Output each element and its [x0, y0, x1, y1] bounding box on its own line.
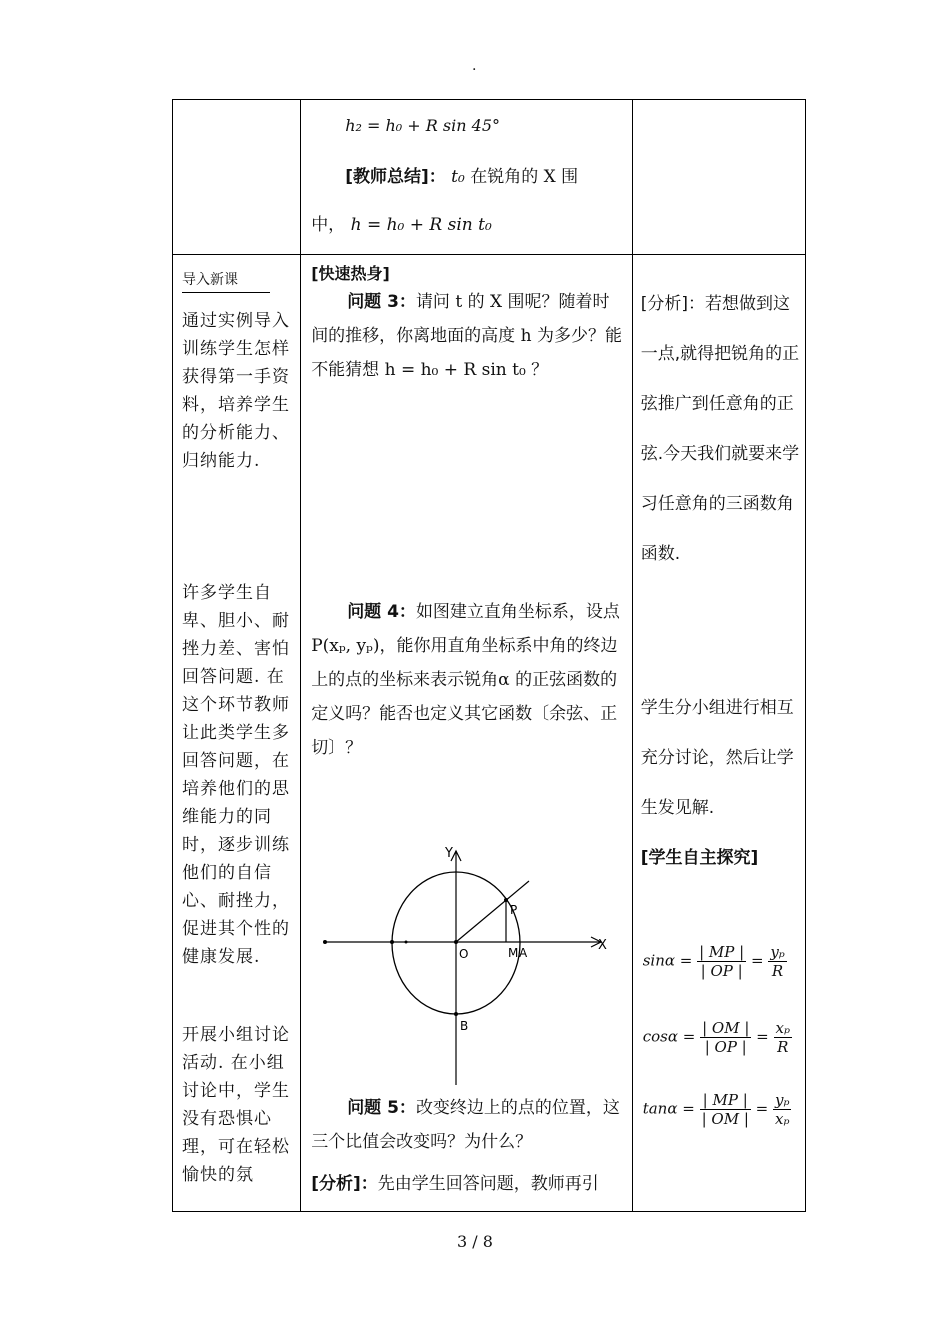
sin-ratio-numerator: yₚ	[770, 943, 785, 961]
table-row	[173, 255, 806, 1212]
right-analysis: [分析]：若想做到这一点,就得把锐角的正弦推广到任意角的正弦.今天我们就要来学习任意角的三函数角函数.	[640, 294, 800, 564]
row1-middle-cell	[301, 100, 633, 255]
left-notes-cell	[173, 255, 301, 1212]
summary-text1: 在锐角的 X 围	[470, 167, 579, 187]
row1-left-cell	[173, 100, 301, 255]
question-5-label: 问题 5：	[347, 1098, 416, 1118]
point-origin	[454, 940, 458, 944]
label-m: M	[508, 946, 519, 960]
analysis	[311, 1167, 623, 1201]
row1-right-cell	[632, 100, 805, 255]
right-discussion: 学生分小组进行相互充分讨论，然后让学生发见解.	[640, 698, 794, 818]
teacher-summary	[345, 162, 578, 187]
sin-formula: sinα = $\frac{| MP |}{| OP |}$ = $\frac{\text{yₚ}}{R}$	[642, 943, 785, 980]
label-o: O	[459, 947, 469, 961]
tan-formula: tanα = $\frac{| MP |}{| OM |}$ = $\frac{\text{yₚ}}{\text{xₚ}}$	[642, 1091, 790, 1128]
point-p	[504, 898, 508, 902]
terminal-side	[456, 881, 529, 942]
notes-paragraph-1: 通过实例导入训练学生怎样获得第一手资料，培养学生的分析能力、归纳能力.	[182, 311, 290, 471]
right-notes-cell	[632, 255, 805, 1212]
student-explore-heading: [学生自主探究]	[640, 848, 759, 868]
tan-ratio-denominator: xₚ	[775, 1110, 790, 1128]
warmup-heading: [快速热身]	[311, 264, 390, 283]
formula-h2: h₂ = h₀ + R sin 45°	[345, 116, 500, 135]
notes-paragraph-2: 许多学生自卑、胆小、耐挫力差、害怕回答问题. 在这个环节教师让此类学生多回答问题，在培养他们的思维能力的同时，逐步训练他们的自信心、耐挫力，促进其个性的健康发展.	[182, 583, 290, 967]
sin-label: sinα	[642, 951, 675, 970]
label-y: Y	[445, 846, 454, 861]
point-circle-left	[390, 940, 394, 944]
question-4	[311, 595, 623, 765]
summary-line2	[311, 210, 492, 235]
cos-denominator: | OP |	[704, 1038, 747, 1056]
point-left	[323, 940, 327, 944]
label-b: B	[460, 1019, 469, 1033]
cos-numerator: | OM |	[702, 1019, 750, 1037]
table-row	[173, 100, 806, 255]
question-3-label: 问题 3：	[347, 292, 416, 312]
sin-denominator: | OP |	[700, 962, 743, 980]
summary-text2: 中，	[311, 215, 346, 235]
label-a: A	[519, 946, 528, 960]
question-5	[311, 1091, 623, 1159]
question-4-text: 如图建立直角坐标系，设点 P(xₚ, yₚ)，能你用直角坐标系中角的终边上的点的坐标来表示锐角α 的正弦函数的定义吗？能否也定义其它函数〔余弦、正切〕？	[311, 602, 620, 758]
tan-numerator: | MP |	[700, 1091, 751, 1110]
tan-fraction	[700, 1091, 751, 1128]
middle-content-cell	[301, 255, 633, 1212]
question-4-label: 问题 4：	[347, 602, 416, 622]
unit-circle-diagram	[311, 841, 631, 1091]
question-3-text: 请问 t 的 X 围呢？随着时间的推移，你离地面的高度 h 为多少？能不能猜想 h = h₀ + R sin t₀ ？	[311, 292, 622, 380]
sin-numerator: | MP |	[699, 943, 745, 961]
tan-label: tanα	[642, 1099, 678, 1118]
point-small	[405, 941, 408, 944]
analysis-text: 先由学生回答问题，教师再引	[377, 1174, 599, 1194]
question-3	[311, 285, 623, 387]
question-5-text: 改变终边上的点的位置，这三个比值会改变吗？为什么？	[311, 1098, 620, 1152]
summary-formula: h = h₀ + R sin t₀	[350, 215, 492, 235]
section-title: 导入新课	[182, 269, 270, 293]
page-number: 3 / 8	[457, 1232, 493, 1251]
lesson-table	[172, 99, 806, 1212]
teacher-summary-label: [教师总结]：	[345, 167, 446, 187]
tan-ratio-numerator: yₚ	[775, 1091, 790, 1109]
cos-label: cosα	[642, 1027, 678, 1046]
notes-paragraph-3: 开展小组讨论活动. 在小组讨论中，学生没有恐惧心理，可在轻松愉快的氛	[182, 1025, 290, 1185]
point-b	[454, 1012, 458, 1016]
tan-denominator: | OM |	[701, 1110, 749, 1128]
header-dot: .	[472, 58, 477, 74]
summary-t0: t₀	[451, 167, 465, 187]
tan-ratio	[773, 1091, 791, 1128]
cos-ratio-numerator: xₚ	[775, 1019, 790, 1037]
sin-fraction	[697, 943, 746, 980]
label-x: X	[598, 938, 608, 953]
label-p: P	[510, 903, 518, 917]
sin-ratio	[768, 943, 786, 980]
cos-ratio	[774, 1019, 792, 1056]
analysis-label: [分析]：	[311, 1174, 378, 1194]
sin-ratio-denominator: R	[771, 962, 784, 980]
cos-ratio-denominator: R	[777, 1038, 789, 1056]
cos-fraction	[700, 1019, 751, 1056]
cos-formula: cosα = $\frac{| OM |}{| OP |}$ = $\frac{\text{xₚ}}{R}$	[642, 1019, 790, 1056]
